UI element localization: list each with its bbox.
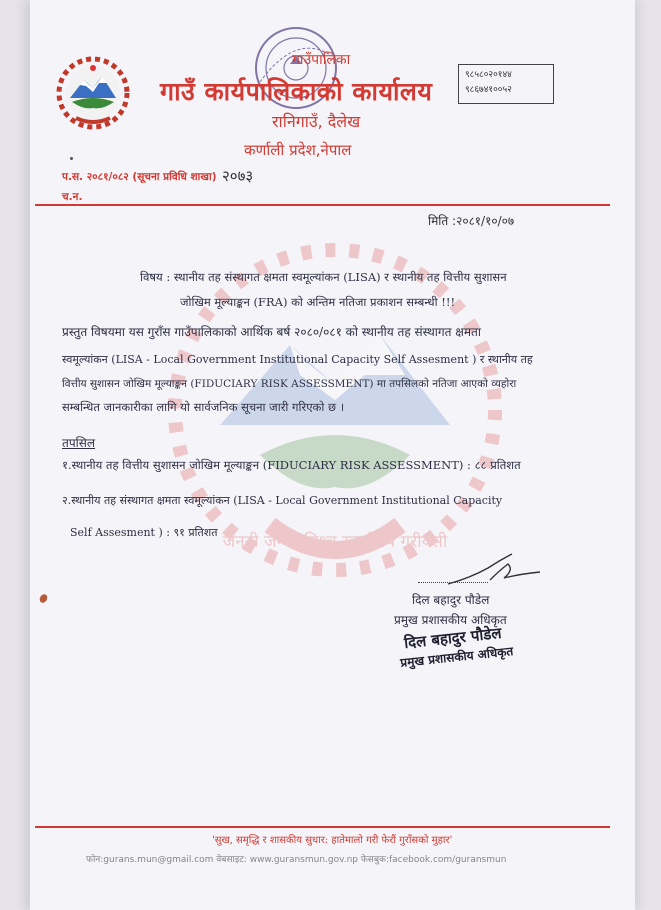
letter-date: मिति :२०८१/१०/०७ <box>428 214 515 228</box>
phone-box <box>458 64 554 104</box>
reference-number: प.स. २०८१/०८२ (सूचना प्रविधि शाखा) <box>62 171 217 183</box>
body-line-1: प्रस्तुत विषयमा यस गुराँस गाउँपालिकाको आर्थिक बर्ष २०८०/०८१ को स्थानीय तह संस्थागत क्षमता <box>62 325 481 339</box>
tapsil-heading: तपसिल <box>62 436 96 450</box>
title-stamp: प्रमुख प्रशासकीय अधिकृत <box>399 644 514 670</box>
body-line-2: स्वमूल्यांकन (LISA - Local Government Institutional Capacity Self Assesment ) र स्थानीय तह <box>62 353 533 366</box>
body-line-3: वित्तीय सुशासन जोखिम मूल्याङ्कन (FIDUCIARY RISK ASSESSMENT) मा तपसिलको नतिजा आएको व्यहोरा <box>62 378 517 390</box>
name-stamp: दिल बहादुर पौडेल <box>403 623 503 653</box>
result-item-fra: १.स्थानीय तह वित्तीय सुशासन जोखिम मूल्याङ्कन (FIDUCIARY RISK ASSESSMENT) : ८८ प्रतिशत <box>62 458 521 472</box>
government-emblem <box>52 52 134 134</box>
office-name-small: गाउँपालिका <box>292 52 351 68</box>
watermark-motto: जननी जन्मभूमिश्च स्वर्गादपि गरीयसी <box>222 532 448 552</box>
office-title: गाउँ कार्यपालिकाको कार्यालय <box>160 77 433 106</box>
header-divider <box>35 204 610 206</box>
office-location: रानिगाउँ, दैलेख <box>272 112 361 131</box>
body-line-4: सम्बन्धित जानकारीका लागि यो सार्वजनिक सूचना जारी गरिएको छ । <box>62 400 345 414</box>
signature-line <box>418 582 488 583</box>
phone-number-1: ९८५८०२०१४४ <box>465 70 512 80</box>
footer-slogan: 'सुख, समृद्धि र शासकीय सुधार: हातेमालो गरी फेरौं गुराँसको मुहार' <box>212 835 453 846</box>
signatory-title: प्रमुख प्रशासकीय अधिकृत <box>394 613 507 627</box>
handwritten-number: २०७३ <box>222 167 254 185</box>
footer-contact: फोन:gurans.mun@gmail.com वेबसाइट: www.guransmun.gov.np फेसबुक:facebook.com/guransmun <box>86 855 507 865</box>
ink-dot <box>70 157 73 160</box>
dispatch-number: च.न. <box>62 191 83 203</box>
handwritten-signature <box>440 550 550 590</box>
result-item-lisa: २.स्थानीय तह संस्थागत क्षमता स्वमूल्यांकन (LISA - Local Government Institutional Capacity <box>62 494 503 507</box>
subject-line-1: विषय : स्थानीय तह संस्थागत क्षमता स्वमूल्यांकन (LISA) र स्थानीय तह वित्तीय सुशासन <box>140 270 507 284</box>
subject-line-2: जोखिम मूल्याङ्कन (FRA) को अन्तिम नतिजा प्रकाशन सम्बन्धी !!! <box>180 295 456 309</box>
phone-number-2: ९८६७४१००५२ <box>465 85 512 95</box>
result-item-lisa-cont: Self Assesment ) : ९१ प्रतिशत <box>70 526 218 539</box>
office-province: कर्णाली प्रदेश,नेपाल <box>244 141 352 159</box>
signatory-name: दिल बहादुर पौडेल <box>412 593 490 607</box>
footer-divider <box>35 826 610 828</box>
